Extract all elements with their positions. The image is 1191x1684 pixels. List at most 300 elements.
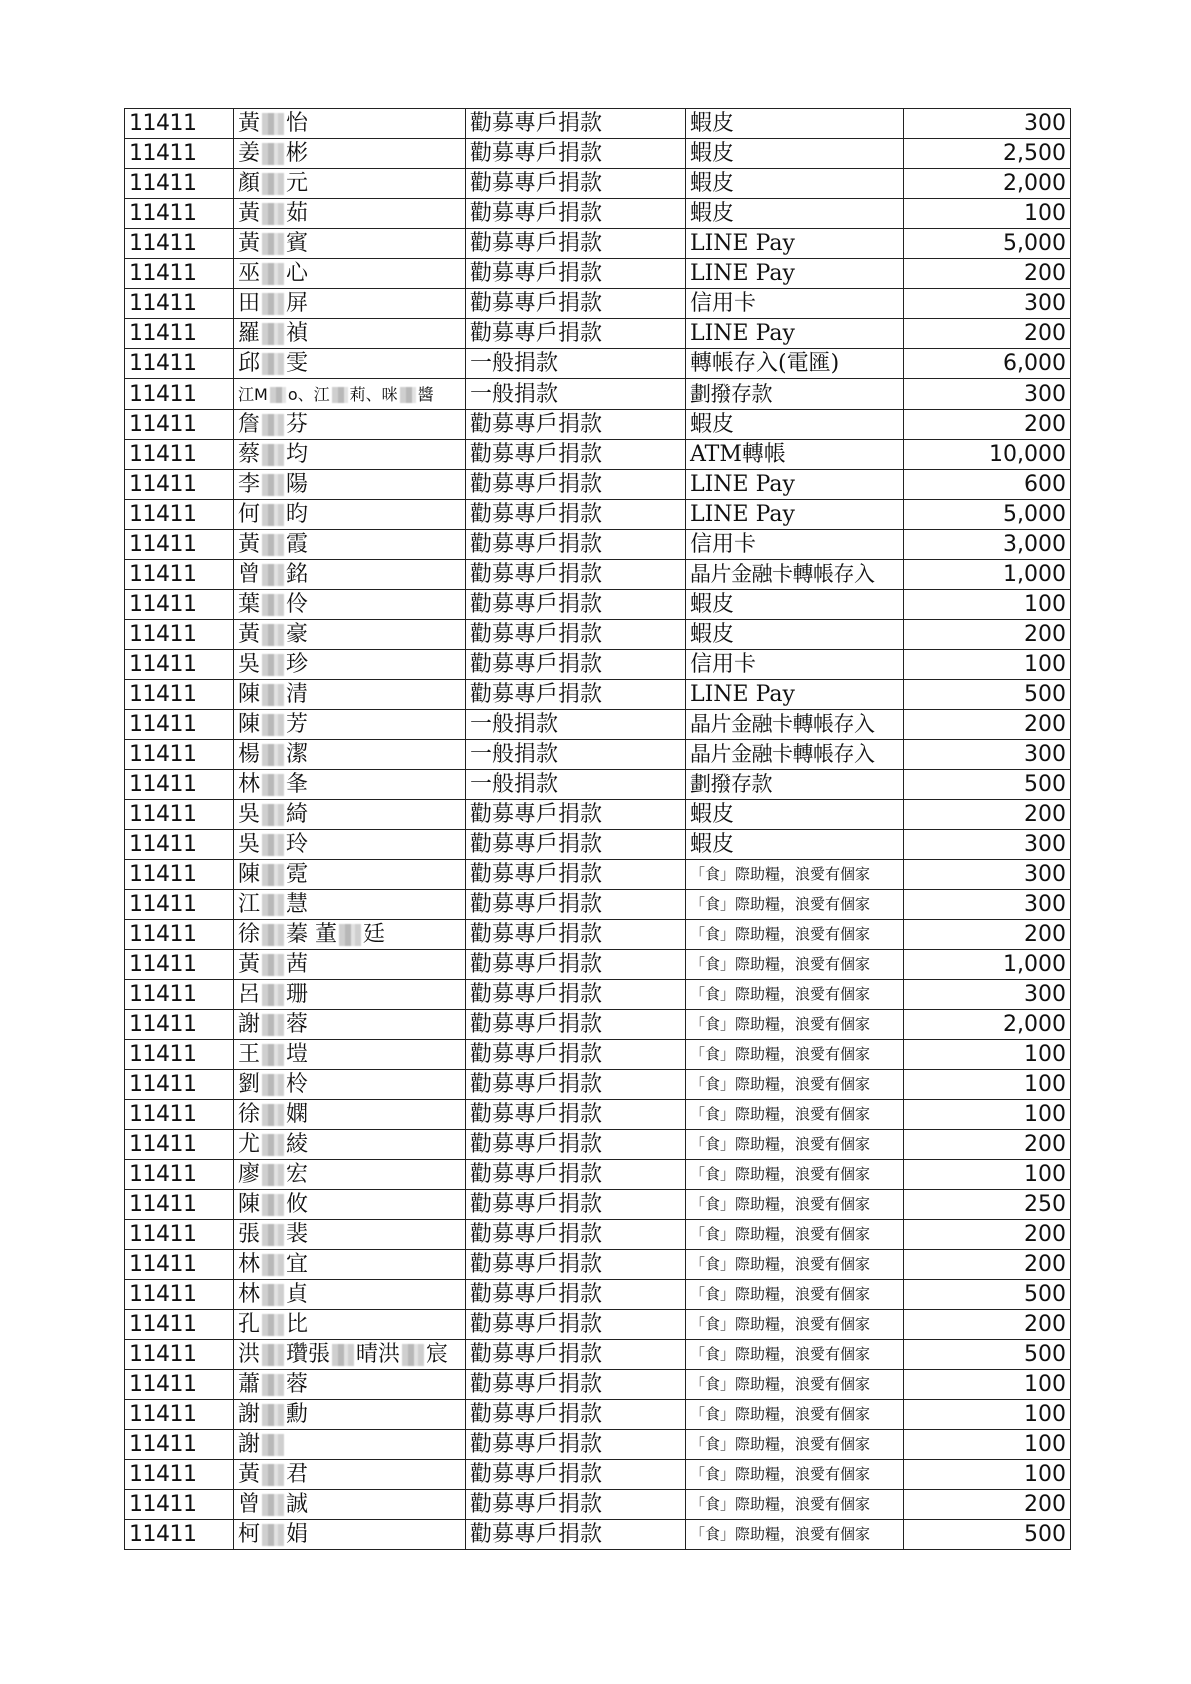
- donor-name-cell: [234, 1040, 466, 1070]
- donation-type-cell: 勸募專戶捐款: [466, 1220, 686, 1250]
- amount-cell: 200: [904, 1490, 1071, 1520]
- period-cell: 11411: [125, 1280, 234, 1310]
- donor-name: [238, 890, 308, 919]
- redacted-mask: [262, 1314, 284, 1336]
- payment-method-cell: 蝦皮: [686, 139, 904, 169]
- table-row: [125, 890, 1071, 920]
- table-row: [125, 169, 1071, 199]
- donor-name-part: 伶: [286, 592, 309, 617]
- amount-cell: 200: [904, 1250, 1071, 1280]
- donor-name-part: 呂: [238, 982, 261, 1007]
- donor-name-part: 黃: [238, 1462, 261, 1487]
- donor-name-part: 吳: [238, 832, 261, 857]
- table-row: [125, 440, 1071, 470]
- amount-cell: 2,000: [904, 169, 1071, 199]
- table-row: [125, 1340, 1071, 1370]
- period-cell: 11411: [125, 1100, 234, 1130]
- table-row: [125, 590, 1071, 620]
- payment-method-cell: LINE Pay: [686, 470, 904, 500]
- donor-name: [238, 380, 434, 409]
- donor-name-part: 莉、咪: [349, 385, 398, 404]
- donor-name-part: 林: [238, 1252, 261, 1277]
- payment-method-cell: LINE Pay: [686, 680, 904, 710]
- period-cell: 11411: [125, 560, 234, 590]
- donor-name-part: 黃: [238, 622, 261, 647]
- redacted-mask: [262, 834, 284, 856]
- donor-name-part: 霞: [286, 532, 309, 557]
- donation-type-cell: 勸募專戶捐款: [466, 800, 686, 830]
- donor-name-cell: [234, 1520, 466, 1550]
- period-cell: 11411: [125, 319, 234, 349]
- redacted-mask: [262, 113, 284, 135]
- donor-name-part: 嫻: [286, 1102, 309, 1127]
- donation-type-cell: 勸募專戶捐款: [466, 920, 686, 950]
- redacted-mask: [262, 1374, 284, 1396]
- donor-name-cell: [234, 169, 466, 199]
- donor-name: [238, 349, 308, 378]
- donation-type-cell: 勸募專戶捐款: [466, 1520, 686, 1550]
- donor-name-part: 詹: [238, 412, 261, 437]
- donor-name-part: 巫: [238, 261, 261, 286]
- table-row: [125, 1370, 1071, 1400]
- table-row: [125, 1520, 1071, 1550]
- donation-type-cell: 勸募專戶捐款: [466, 319, 686, 349]
- table-row: [125, 1490, 1071, 1520]
- redacted-mask: [262, 534, 284, 556]
- donor-name-part: 綺: [286, 802, 309, 827]
- payment-method-cell: 蝦皮: [686, 199, 904, 229]
- donor-name-part: 裴: [286, 1222, 309, 1247]
- donation-type-cell: 勸募專戶捐款: [466, 1250, 686, 1280]
- redacted-mask: [262, 654, 284, 676]
- donor-name-part: 劉: [238, 1072, 261, 1097]
- table-row: [125, 500, 1071, 530]
- donor-name: [238, 1160, 308, 1189]
- table-row: [125, 1250, 1071, 1280]
- donation-type-cell: 勸募專戶捐款: [466, 1070, 686, 1100]
- donor-name: [238, 740, 308, 769]
- donor-name-part: 貞: [286, 1282, 309, 1307]
- amount-cell: 200: [904, 259, 1071, 289]
- donor-name: [238, 229, 308, 258]
- amount-cell: 100: [904, 1160, 1071, 1190]
- redacted-mask: [262, 504, 284, 526]
- period-cell: 11411: [125, 470, 234, 500]
- donor-name-part: 黃: [238, 201, 261, 226]
- redacted-mask: [339, 924, 361, 946]
- donor-name-part: 陳: [238, 1192, 261, 1217]
- redacted-mask: [262, 984, 284, 1006]
- table-row: [125, 1100, 1071, 1130]
- redacted-mask: [262, 323, 284, 345]
- donor-name-part: 比: [286, 1312, 309, 1337]
- donor-name-cell: [234, 1460, 466, 1490]
- donor-name-cell: [234, 440, 466, 470]
- period-cell: 11411: [125, 860, 234, 890]
- payment-method-cell: 「食」際助糧，浪愛有個家: [686, 1220, 904, 1250]
- redacted-mask: [262, 414, 284, 436]
- redacted-mask: [262, 1104, 284, 1126]
- payment-method-cell: 「食」際助糧，浪愛有個家: [686, 1400, 904, 1430]
- amount-cell: 500: [904, 770, 1071, 800]
- amount-cell: 500: [904, 1280, 1071, 1310]
- donor-name-part: 玲: [286, 832, 309, 857]
- redacted-mask: [262, 594, 284, 616]
- donor-name: [238, 1280, 308, 1309]
- payment-method-cell: 「食」際助糧，浪愛有個家: [686, 980, 904, 1010]
- donor-name-part: 林: [238, 772, 261, 797]
- donor-name-part: 屏: [286, 291, 309, 316]
- table-row: [125, 800, 1071, 830]
- donation-type-cell: 勸募專戶捐款: [466, 680, 686, 710]
- redacted-mask: [262, 1044, 284, 1066]
- donor-name-cell: [234, 229, 466, 259]
- period-cell: 11411: [125, 920, 234, 950]
- donor-name-cell: [234, 379, 466, 410]
- period-cell: 11411: [125, 1220, 234, 1250]
- donation-type-cell: 勸募專戶捐款: [466, 1460, 686, 1490]
- table-row: [125, 229, 1071, 259]
- donor-name-part: 孔: [238, 1312, 261, 1337]
- donor-name-part: 娟: [286, 1522, 309, 1547]
- donation-type-cell: 勸募專戶捐款: [466, 1040, 686, 1070]
- donation-type-cell: 勸募專戶捐款: [466, 1400, 686, 1430]
- donor-name-part: 曾: [238, 562, 261, 587]
- redacted-mask: [262, 1284, 284, 1306]
- payment-method-cell: 「食」際助糧，浪愛有個家: [686, 1130, 904, 1160]
- redacted-mask: [262, 1464, 284, 1486]
- donor-name: [238, 1190, 308, 1219]
- redacted-mask: [262, 1494, 284, 1516]
- donation-type-cell: 一般捐款: [466, 349, 686, 379]
- payment-method-cell: LINE Pay: [686, 229, 904, 259]
- donation-type-cell: 勸募專戶捐款: [466, 530, 686, 560]
- donor-name-cell: [234, 770, 466, 800]
- redacted-mask: [262, 474, 284, 496]
- donation-type-cell: 勸募專戶捐款: [466, 199, 686, 229]
- donor-name: [238, 590, 308, 619]
- payment-method-cell: 「食」際助糧，浪愛有個家: [686, 1490, 904, 1520]
- amount-cell: 300: [904, 980, 1071, 1010]
- donation-type-cell: 勸募專戶捐款: [466, 500, 686, 530]
- donor-name-part: 醬: [417, 385, 434, 404]
- donor-name: [238, 1520, 308, 1549]
- period-cell: 11411: [125, 530, 234, 560]
- donation-type-cell: 勸募專戶捐款: [466, 830, 686, 860]
- donation-type-cell: 勸募專戶捐款: [466, 1430, 686, 1460]
- donor-name: [238, 1220, 308, 1249]
- table-row: [125, 740, 1071, 770]
- donor-name: [238, 1310, 308, 1339]
- donor-name-part: 昀: [286, 502, 309, 527]
- amount-cell: 300: [904, 379, 1071, 410]
- donation-type-cell: 勸募專戶捐款: [466, 109, 686, 139]
- redacted-mask: [262, 1134, 284, 1156]
- donor-name: [238, 620, 308, 649]
- donation-type-cell: 勸募專戶捐款: [466, 1160, 686, 1190]
- amount-cell: 200: [904, 620, 1071, 650]
- payment-method-cell: 蝦皮: [686, 590, 904, 620]
- redacted-mask: [262, 564, 284, 586]
- donor-name-cell: [234, 800, 466, 830]
- table-row: [125, 410, 1071, 440]
- donor-name-part: 怡: [286, 111, 309, 136]
- redacted-mask: [262, 954, 284, 976]
- amount-cell: 200: [904, 1130, 1071, 1160]
- period-cell: 11411: [125, 830, 234, 860]
- payment-method-cell: 晶片金融卡轉帳存入: [686, 740, 904, 770]
- amount-cell: 200: [904, 319, 1071, 349]
- table-row: [125, 470, 1071, 500]
- amount-cell: 300: [904, 109, 1071, 139]
- donor-name-cell: [234, 1130, 466, 1160]
- donor-name-part: 彬: [286, 141, 309, 166]
- payment-method-cell: 「食」際助糧，浪愛有個家: [686, 1040, 904, 1070]
- donation-type-cell: 勸募專戶捐款: [466, 229, 686, 259]
- donor-name: [238, 319, 308, 348]
- period-cell: 11411: [125, 199, 234, 229]
- table-row: [125, 1280, 1071, 1310]
- donor-name-part: 誠: [286, 1492, 309, 1517]
- period-cell: 11411: [125, 950, 234, 980]
- donor-name-cell: [234, 1220, 466, 1250]
- donor-name-cell: [234, 1430, 466, 1460]
- donation-type-cell: 一般捐款: [466, 770, 686, 800]
- table-row: [125, 1400, 1071, 1430]
- donor-name-part: 何: [238, 502, 261, 527]
- period-cell: 11411: [125, 620, 234, 650]
- donor-name: [238, 1250, 308, 1279]
- amount-cell: 100: [904, 590, 1071, 620]
- donor-name-part: 吳: [238, 802, 261, 827]
- donation-type-cell: 勸募專戶捐款: [466, 950, 686, 980]
- amount-cell: 500: [904, 1340, 1071, 1370]
- donor-name-part: 禎: [286, 321, 309, 346]
- donor-name-part: 霓: [286, 862, 309, 887]
- redacted-mask: [262, 1164, 284, 1186]
- period-cell: 11411: [125, 1070, 234, 1100]
- redacted-mask: [262, 1194, 284, 1216]
- donor-name-part: 銘: [286, 562, 309, 587]
- donation-type-cell: 勸募專戶捐款: [466, 1370, 686, 1400]
- period-cell: 11411: [125, 1340, 234, 1370]
- donor-name-part: 潔: [286, 742, 309, 767]
- donor-name-part: 洪: [238, 1342, 261, 1367]
- payment-method-cell: 信用卡: [686, 650, 904, 680]
- amount-cell: 2,000: [904, 1010, 1071, 1040]
- donation-type-cell: 一般捐款: [466, 740, 686, 770]
- donation-type-cell: 勸募專戶捐款: [466, 590, 686, 620]
- donation-type-cell: 勸募專戶捐款: [466, 980, 686, 1010]
- payment-method-cell: 「食」際助糧，浪愛有個家: [686, 1190, 904, 1220]
- period-cell: 11411: [125, 980, 234, 1010]
- donor-name-part: 芳: [286, 712, 309, 737]
- donor-name-cell: [234, 620, 466, 650]
- donation-type-cell: 勸募專戶捐款: [466, 860, 686, 890]
- donor-name-part: 陽: [286, 472, 309, 497]
- amount-cell: 100: [904, 1430, 1071, 1460]
- payment-method-cell: 「食」際助糧，浪愛有個家: [686, 950, 904, 980]
- amount-cell: 5,000: [904, 500, 1071, 530]
- table-row: [125, 560, 1071, 590]
- donor-name: [238, 560, 308, 589]
- donor-name-part: 宜: [286, 1252, 309, 1277]
- donor-name-part: 謝: [238, 1432, 261, 1457]
- period-cell: 11411: [125, 440, 234, 470]
- donor-name-cell: [234, 139, 466, 169]
- donor-name-cell: [234, 1100, 466, 1130]
- donation-type-cell: 勸募專戶捐款: [466, 650, 686, 680]
- donation-type-cell: 勸募專戶捐款: [466, 1130, 686, 1160]
- amount-cell: 1,000: [904, 950, 1071, 980]
- redacted-mask: [262, 1254, 284, 1276]
- redacted-mask: [332, 387, 348, 403]
- donation-type-cell: 勸募專戶捐款: [466, 139, 686, 169]
- period-cell: 11411: [125, 1010, 234, 1040]
- donor-name-cell: [234, 1310, 466, 1340]
- donor-name-part: 綾: [286, 1132, 309, 1157]
- table-row: [125, 680, 1071, 710]
- donor-name: [238, 259, 308, 288]
- donor-name-part: 雯: [286, 351, 309, 376]
- redacted-mask: [262, 744, 284, 766]
- donor-name-cell: [234, 530, 466, 560]
- payment-method-cell: 劃撥存款: [686, 379, 904, 410]
- period-cell: 11411: [125, 1460, 234, 1490]
- donor-name-part: 晴洪: [356, 1342, 401, 1367]
- period-cell: 11411: [125, 740, 234, 770]
- payment-method-cell: 「食」際助糧，浪愛有個家: [686, 1340, 904, 1370]
- donor-name: [238, 980, 308, 1009]
- payment-method-cell: 蝦皮: [686, 169, 904, 199]
- donation-type-cell: 勸募專戶捐款: [466, 1310, 686, 1340]
- payment-method-cell: LINE Pay: [686, 319, 904, 349]
- amount-cell: 250: [904, 1190, 1071, 1220]
- amount-cell: 600: [904, 470, 1071, 500]
- redacted-mask: [262, 263, 284, 285]
- donor-name: [238, 1340, 448, 1369]
- donor-name-cell: [234, 860, 466, 890]
- donor-name-part: 曾: [238, 1492, 261, 1517]
- donor-name-part: 楊: [238, 742, 261, 767]
- redacted-mask: [270, 387, 286, 403]
- period-cell: 11411: [125, 229, 234, 259]
- table-row: [125, 1190, 1071, 1220]
- amount-cell: 2,500: [904, 139, 1071, 169]
- donor-name-part: 張: [238, 1222, 261, 1247]
- donor-name-part: 茜: [286, 952, 309, 977]
- payment-method-cell: ATM轉帳: [686, 440, 904, 470]
- payment-method-cell: 「食」際助糧，浪愛有個家: [686, 1280, 904, 1310]
- table-row: [125, 1040, 1071, 1070]
- donor-name-part: 元: [286, 171, 309, 196]
- period-cell: 11411: [125, 379, 234, 410]
- table-row: [125, 830, 1071, 860]
- amount-cell: 100: [904, 1400, 1071, 1430]
- payment-method-cell: 晶片金融卡轉帳存入: [686, 710, 904, 740]
- donor-name-cell: [234, 590, 466, 620]
- donor-name: [238, 1460, 308, 1489]
- donor-name: [238, 770, 308, 799]
- table-row: [125, 950, 1071, 980]
- donor-name-part: 吳: [238, 652, 261, 677]
- donor-name: [238, 169, 308, 198]
- period-cell: 11411: [125, 139, 234, 169]
- donor-name: [238, 1100, 308, 1129]
- table-row: [125, 139, 1071, 169]
- donor-name-part: 陳: [238, 712, 261, 737]
- period-cell: 11411: [125, 1250, 234, 1280]
- period-cell: 11411: [125, 680, 234, 710]
- donor-name-cell: [234, 650, 466, 680]
- amount-cell: 200: [904, 710, 1071, 740]
- donor-name-part: 陳: [238, 862, 261, 887]
- period-cell: 11411: [125, 590, 234, 620]
- donor-name: [238, 920, 385, 949]
- payment-method-cell: 「食」際助糧，浪愛有個家: [686, 890, 904, 920]
- donation-type-cell: 勸募專戶捐款: [466, 1340, 686, 1370]
- donor-name: [238, 470, 308, 499]
- donation-type-cell: 勸募專戶捐款: [466, 620, 686, 650]
- donor-name-cell: [234, 470, 466, 500]
- period-cell: 11411: [125, 1310, 234, 1340]
- table-row: [125, 109, 1071, 139]
- donor-name-cell: [234, 319, 466, 349]
- donor-name-part: 柃: [286, 1072, 309, 1097]
- redacted-mask: [402, 1344, 424, 1366]
- donor-name-part: 珊: [286, 982, 309, 1007]
- donor-name: [238, 830, 308, 859]
- donor-name-cell: [234, 109, 466, 139]
- ledger-body: [125, 109, 1071, 1550]
- donor-name-cell: [234, 1490, 466, 1520]
- donation-type-cell: 勸募專戶捐款: [466, 410, 686, 440]
- donation-type-cell: 勸募專戶捐款: [466, 1190, 686, 1220]
- donor-name-part: 江M: [238, 385, 268, 404]
- donor-name-part: 君: [286, 1462, 309, 1487]
- period-cell: 11411: [125, 890, 234, 920]
- donation-type-cell: 勸募專戶捐款: [466, 1490, 686, 1520]
- table-row: [125, 1310, 1071, 1340]
- payment-method-cell: 晶片金融卡轉帳存入: [686, 560, 904, 590]
- redacted-mask: [400, 387, 416, 403]
- redacted-mask: [262, 804, 284, 826]
- donation-type-cell: 勸募專戶捐款: [466, 440, 686, 470]
- donor-name-part: 攸: [286, 1192, 309, 1217]
- donor-name: [238, 1490, 308, 1519]
- amount-cell: 300: [904, 830, 1071, 860]
- period-cell: 11411: [125, 770, 234, 800]
- period-cell: 11411: [125, 1040, 234, 1070]
- donor-name-part: 尤: [238, 1132, 261, 1157]
- donor-name-part: 慧: [286, 892, 309, 917]
- donor-name: [238, 289, 308, 318]
- donation-type-cell: 一般捐款: [466, 710, 686, 740]
- donor-name: [238, 1040, 308, 1069]
- table-row: [125, 379, 1071, 410]
- donor-name: [238, 530, 308, 559]
- donor-name: [238, 139, 308, 168]
- donation-type-cell: 勸募專戶捐款: [466, 560, 686, 590]
- donor-name: [238, 1130, 308, 1159]
- donation-type-cell: 勸募專戶捐款: [466, 1010, 686, 1040]
- donor-name-part: 林: [238, 1282, 261, 1307]
- donor-name-cell: [234, 1160, 466, 1190]
- donor-name-part: 蓉: [286, 1372, 309, 1397]
- donor-name-cell: [234, 1250, 466, 1280]
- payment-method-cell: 蝦皮: [686, 109, 904, 139]
- payment-method-cell: LINE Pay: [686, 500, 904, 530]
